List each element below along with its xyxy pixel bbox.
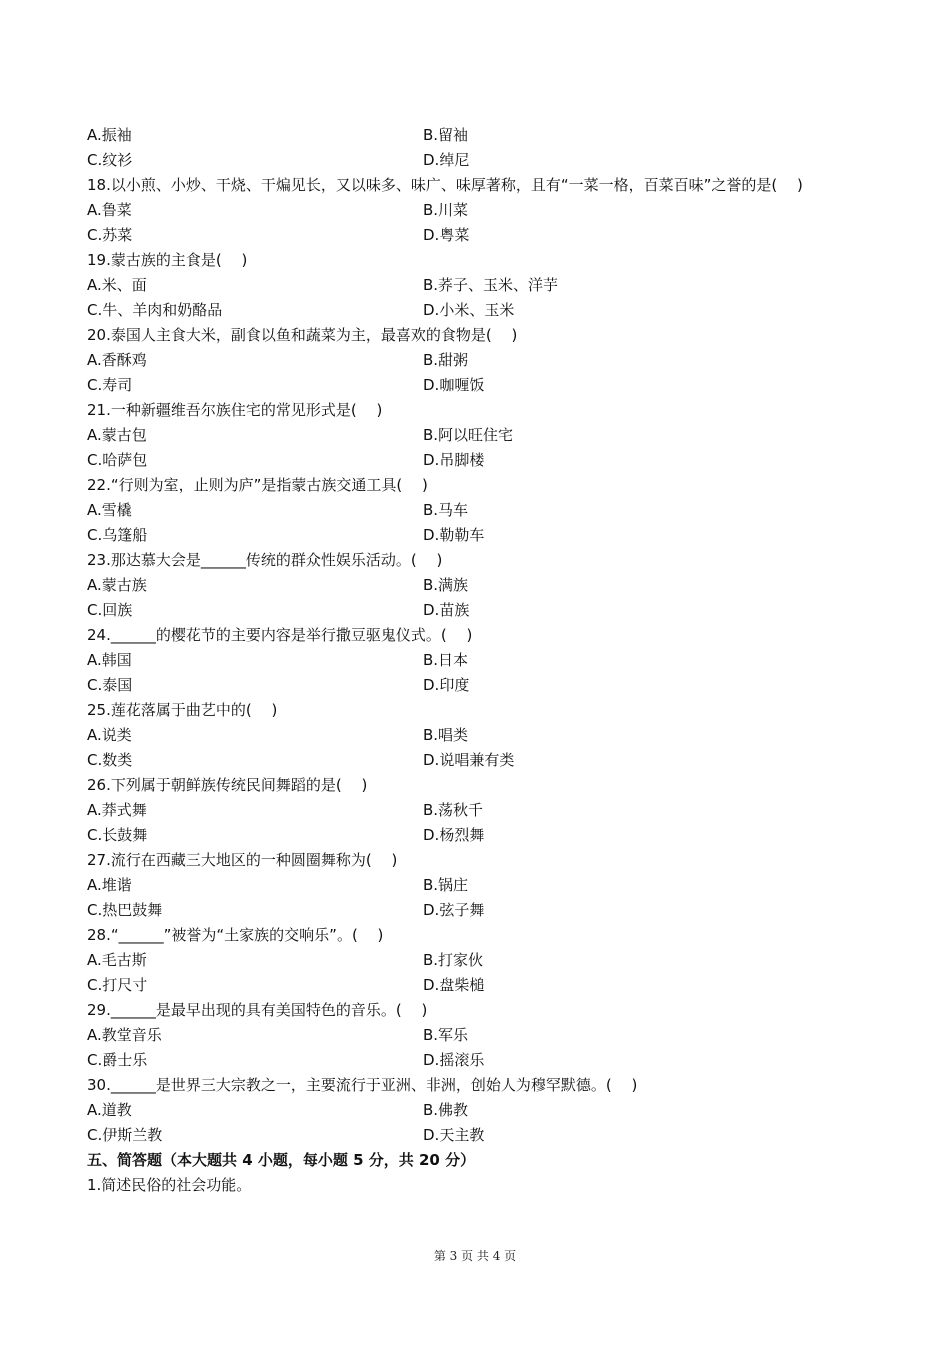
question-30: 30.______是世界三大宗教之一，主要流行于亚洲、非洲，创始人为穆罕默德。( ) — [87, 1076, 638, 1094]
question-22: 22.“行则为室，止则为庐”是指蒙古族交通工具( ) — [87, 476, 428, 494]
option-a: A.道教 — [87, 1101, 132, 1119]
option-a: A.蒙古包 — [87, 426, 147, 444]
option-b: B.留袖 — [423, 126, 469, 144]
option-b: B.甜粥 — [423, 351, 469, 369]
page-footer: 第 3 页 共 4 页 — [433, 1249, 517, 1263]
option-row — [87, 523, 877, 548]
option-d: D.绰尼 — [423, 151, 470, 169]
option-b: B.锅庄 — [423, 876, 469, 894]
option-row — [87, 673, 877, 698]
option-b: B.军乐 — [423, 1026, 469, 1044]
option-row — [87, 873, 877, 898]
option-row — [87, 498, 877, 523]
option-a: A.毛古斯 — [87, 951, 147, 969]
option-c: C.纹衫 — [87, 151, 133, 169]
question-29: 29.______是最早出现的具有美国特色的音乐。( ) — [87, 1001, 428, 1019]
option-row — [87, 298, 877, 323]
option-row — [87, 573, 877, 598]
option-c: C.长鼓舞 — [87, 826, 148, 844]
option-a: A.莽式舞 — [87, 801, 147, 819]
option-row — [87, 898, 877, 923]
option-row — [87, 948, 877, 973]
option-c: C.数类 — [87, 751, 133, 769]
question-28: 28.“______”被誉为“土家族的交响乐”。( ) — [87, 926, 384, 944]
option-d: D.咖喱饭 — [423, 376, 485, 394]
option-row — [87, 198, 877, 223]
option-b: B.荞子、玉米、洋芋 — [423, 276, 559, 294]
option-b: B.马车 — [423, 501, 469, 519]
option-row — [87, 1123, 877, 1148]
option-row — [87, 148, 877, 173]
option-d: D.杨烈舞 — [423, 826, 485, 844]
option-row — [87, 273, 877, 298]
option-d: D.说唱兼有类 — [423, 751, 515, 769]
question-27: 27.流行在西藏三大地区的一种圆圈舞称为( ) — [87, 851, 398, 869]
option-b: B.打家伙 — [423, 951, 484, 969]
option-d: D.摇滚乐 — [423, 1051, 485, 1069]
option-row — [87, 1048, 877, 1073]
option-row — [87, 798, 877, 823]
question-25: 25.莲花落属于曲艺中的( ) — [87, 701, 278, 719]
option-row — [87, 748, 877, 773]
option-d: D.苗族 — [423, 601, 470, 619]
short-answer-question-1: 1.简述民俗的社会功能。 — [87, 1176, 252, 1194]
option-b: B.阿以旺住宅 — [423, 426, 514, 444]
option-c: C.热巴鼓舞 — [87, 901, 163, 919]
option-a: A.鲁菜 — [87, 201, 132, 219]
option-b: B.荡秋千 — [423, 801, 484, 819]
option-b: B.川菜 — [423, 201, 469, 219]
option-row — [87, 448, 877, 473]
option-d: D.弦子舞 — [423, 901, 485, 919]
question-23: 23.那达慕大会是______传统的群众性娱乐活动。( ) — [87, 551, 443, 569]
option-c: C.打尺寸 — [87, 976, 148, 994]
option-d: D.勒勒车 — [423, 526, 485, 544]
option-c: C.寿司 — [87, 376, 133, 394]
option-row — [87, 823, 877, 848]
option-d: D.印度 — [423, 676, 470, 694]
question-21: 21.一种新疆维吾尔族住宅的常见形式是( ) — [87, 401, 383, 419]
option-c: C.回族 — [87, 601, 133, 619]
option-c: C.乌篷船 — [87, 526, 148, 544]
exam-page-content — [87, 123, 877, 1198]
option-row — [87, 1023, 877, 1048]
option-c: C.牛、羊肉和奶酪品 — [87, 301, 223, 319]
option-b: B.佛教 — [423, 1101, 469, 1119]
option-c: C.伊斯兰教 — [87, 1126, 163, 1144]
option-d: D.粤菜 — [423, 226, 470, 244]
option-c: C.苏菜 — [87, 226, 133, 244]
option-a: A.雪橇 — [87, 501, 132, 519]
option-d: D.吊脚楼 — [423, 451, 485, 469]
section-heading: 五、简答题（本大题共 4 小题，每小题 5 分，共 20 分） — [87, 1151, 476, 1169]
option-row — [87, 723, 877, 748]
option-b: B.满族 — [423, 576, 469, 594]
option-row — [87, 123, 877, 148]
option-a: A.堆谐 — [87, 876, 132, 894]
option-row — [87, 973, 877, 998]
option-a: A.蒙古族 — [87, 576, 147, 594]
option-a: A.米、面 — [87, 276, 147, 294]
option-row — [87, 373, 877, 398]
question-18: 18.以小煎、小炒、干烧、干煸见长，又以味多、味广、味厚著称，且有“一菜一格，百菜百味”之誉的是( ) — [87, 176, 803, 194]
option-a: A.韩国 — [87, 651, 132, 669]
option-c: C.泰国 — [87, 676, 133, 694]
option-d: D.盘柴槌 — [423, 976, 485, 994]
option-row — [87, 223, 877, 248]
option-c: C.哈萨包 — [87, 451, 148, 469]
option-a: A.振袖 — [87, 126, 132, 144]
option-d: D.天主教 — [423, 1126, 485, 1144]
question-26: 26.下列属于朝鲜族传统民间舞蹈的是( ) — [87, 776, 368, 794]
option-row — [87, 423, 877, 448]
option-d: D.小米、玉米 — [423, 301, 515, 319]
option-a: A.说类 — [87, 726, 132, 744]
question-24: 24.______的樱花节的主要内容是举行撒豆驱鬼仪式。( ) — [87, 626, 473, 644]
option-c: C.爵士乐 — [87, 1051, 148, 1069]
option-b: B.日本 — [423, 651, 469, 669]
question-19: 19.蒙古族的主食是( ) — [87, 251, 248, 269]
option-row — [87, 1098, 877, 1123]
option-a: A.香酥鸡 — [87, 351, 147, 369]
option-row — [87, 348, 877, 373]
option-row — [87, 648, 877, 673]
option-a: A.教堂音乐 — [87, 1026, 162, 1044]
option-b: B.唱类 — [423, 726, 469, 744]
option-row — [87, 598, 877, 623]
question-20: 20.泰国人主食大米，副食以鱼和蔬菜为主，最喜欢的食物是( ) — [87, 326, 518, 344]
